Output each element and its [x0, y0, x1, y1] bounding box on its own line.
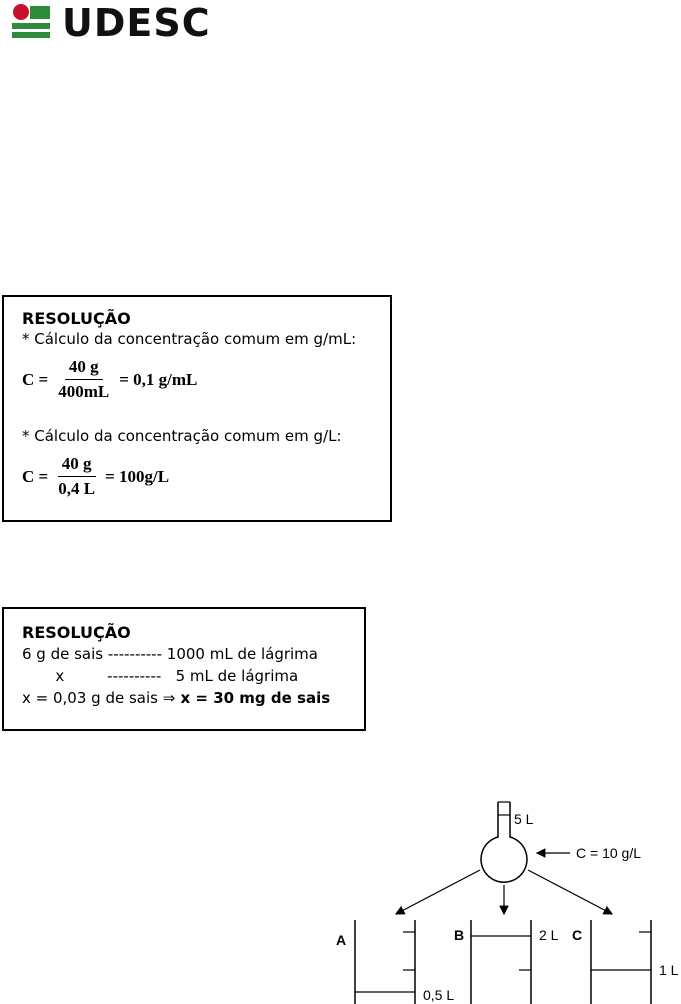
resolution-title: RESOLUÇÃO — [22, 623, 131, 642]
equation-result: = 0,1 g/mL — [119, 369, 198, 389]
result-bold: x = 30 mg de sais — [175, 689, 331, 707]
beaker-a-label: A — [336, 932, 347, 948]
arrow-to-beaker-a — [396, 870, 480, 914]
proportion-row-1: 6 g de sais ---------- 1000 mL de lágrima — [22, 645, 318, 663]
beaker-c-volume: 1 L — [659, 962, 679, 978]
beaker-a-volume: 0,5 L — [423, 987, 455, 1003]
concentration-label: C = 10 g/L — [576, 845, 641, 861]
fraction-numerator: 40 g — [65, 357, 103, 380]
fraction — [54, 357, 113, 402]
calc-line-g-per-l: * Cálculo da concentração comum em g/L: — [22, 427, 342, 445]
udesc-logo — [10, 3, 260, 43]
fraction — [54, 454, 99, 499]
beaker-b-volume: 2 L — [539, 927, 559, 943]
arrow-to-beaker-c — [528, 870, 612, 914]
result-text: x = 0,03 g de sais — [22, 689, 163, 707]
beaker-c — [591, 920, 651, 1004]
beaker-a — [355, 920, 415, 1004]
calc-line-g-per-ml: * Cálculo da concentração comum em g/mL: — [22, 330, 357, 348]
flask-volume-label: 5 L — [514, 811, 534, 827]
resolution-title: RESOLUÇÃO — [22, 309, 131, 328]
equation-g-per-ml — [22, 357, 390, 402]
dilution-diagram — [330, 795, 681, 1004]
implies-arrow-icon: ⇒ — [162, 689, 176, 707]
proportion-result-row — [22, 687, 364, 709]
fraction-numerator: 40 g — [58, 454, 96, 477]
beaker-b — [471, 920, 531, 1004]
resolution-box-concentration — [2, 295, 392, 522]
logo-text: UDESC — [62, 1, 211, 45]
equation-g-per-l — [22, 454, 390, 499]
equation-lhs: C = — [22, 466, 49, 486]
equation-result: = 100g/L — [105, 466, 170, 486]
fraction-denominator: 400mL — [58, 382, 110, 401]
beaker-c-label: C — [572, 927, 583, 943]
resolution-box-proportion — [2, 607, 366, 731]
beaker-b-label: B — [454, 927, 465, 943]
udesc-emblem-icon — [10, 3, 56, 43]
equation-lhs: C = — [22, 369, 49, 389]
fraction-denominator: 0,4 L — [58, 479, 96, 498]
proportion-row-2: x ---------- 5 mL de lágrima — [22, 667, 299, 685]
